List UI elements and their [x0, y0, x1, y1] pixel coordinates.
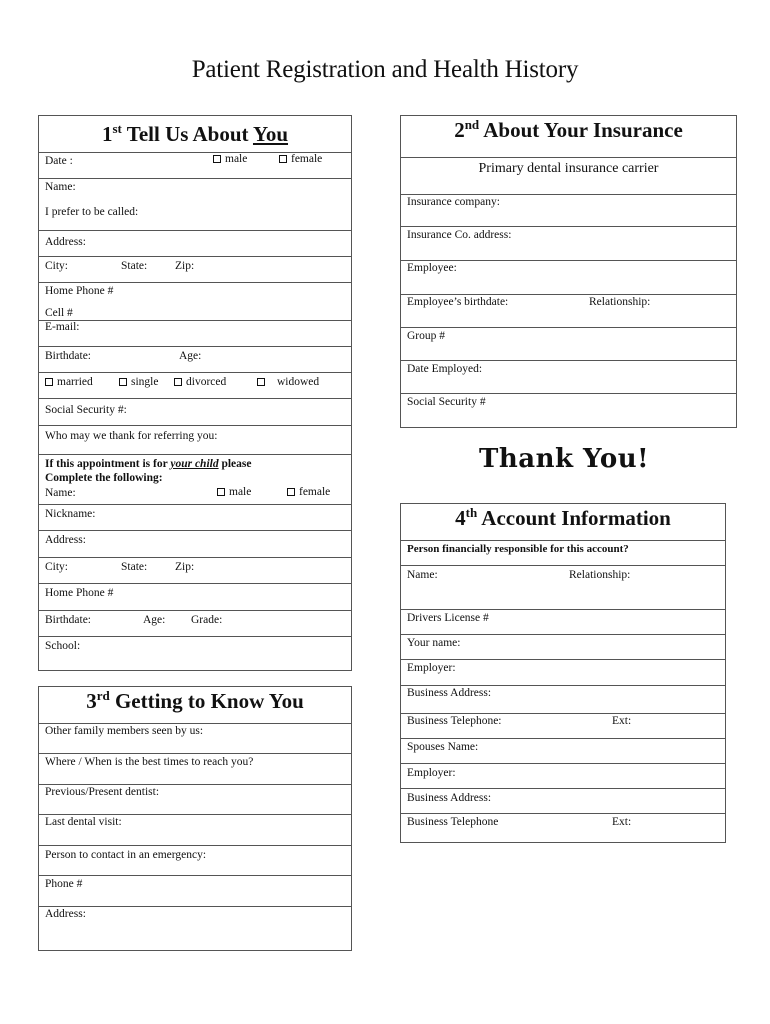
- married-label: married: [57, 376, 93, 388]
- spouse-business-telephone-row: [401, 814, 725, 839]
- child-state-field[interactable]: State:: [121, 561, 148, 573]
- section-1-title: Tell Us About: [121, 122, 253, 146]
- section-4-ordinal: th: [465, 505, 478, 520]
- spouse-employer-row: [401, 764, 725, 789]
- emergency-contact-field[interactable]: Person to contact in an emergency:: [45, 849, 207, 861]
- spouse-name-field[interactable]: Spouses Name:: [407, 741, 479, 753]
- child-info-row: [39, 455, 351, 505]
- section-3-heading: [39, 687, 351, 724]
- single-checkbox[interactable]: [119, 378, 127, 386]
- city-field[interactable]: City:: [45, 260, 69, 272]
- page-title: Patient Registration and Health History: [191, 56, 579, 83]
- group-field[interactable]: Group #: [407, 330, 446, 342]
- license-row: [401, 610, 725, 635]
- male-option[interactable]: [213, 153, 247, 165]
- preferred-name-field[interactable]: I prefer to be called:: [45, 206, 139, 218]
- child-female-label: female: [299, 486, 331, 498]
- section-insurance: [400, 115, 737, 428]
- spouse-business-address-row: [401, 789, 725, 814]
- school-row: [39, 637, 351, 663]
- section-2-ordinal: nd: [464, 117, 480, 132]
- family-members-field[interactable]: Other family members seen by us:: [45, 725, 204, 737]
- account-relationship-field[interactable]: Relationship:: [569, 569, 631, 581]
- marital-status-row: [39, 373, 351, 399]
- spouse-row: [401, 739, 725, 764]
- state-field[interactable]: State:: [121, 260, 148, 272]
- section-1-heading: [39, 116, 351, 153]
- insurance-ssn-field[interactable]: Social Security #: [407, 396, 486, 408]
- last-visit-field[interactable]: Last dental visit:: [45, 816, 122, 828]
- responsible-party-row: [401, 541, 725, 566]
- child-age-field[interactable]: Age:: [143, 614, 166, 626]
- divorced-checkbox[interactable]: [174, 378, 182, 386]
- birthdate-age-row: [39, 347, 351, 373]
- female-option[interactable]: [279, 153, 322, 165]
- widowed-checkbox[interactable]: [257, 378, 265, 386]
- section-1-ordinal: st: [112, 121, 122, 136]
- married-option[interactable]: [45, 376, 93, 388]
- section-about-you: [38, 115, 352, 671]
- child-female-option[interactable]: [287, 486, 330, 498]
- single-option[interactable]: [119, 376, 158, 388]
- referral-row: [39, 426, 351, 455]
- section-3-ordinal: rd: [96, 688, 110, 703]
- spouse-business-telephone-field[interactable]: Business Telephone: [407, 816, 499, 828]
- date-employed-field[interactable]: Date Employed:: [407, 363, 483, 375]
- male-checkbox[interactable]: [213, 155, 221, 163]
- child-name-field[interactable]: Name:: [45, 487, 76, 499]
- phone-field[interactable]: Phone #: [45, 878, 83, 890]
- insurance-company-row: [401, 195, 736, 227]
- account-name-row: [401, 566, 725, 610]
- child-city-state-zip-row: [39, 558, 351, 584]
- phone-row: [39, 876, 351, 907]
- employer-row: [401, 660, 725, 686]
- date-employed-row: [401, 361, 736, 394]
- male-label: male: [225, 153, 248, 165]
- section-account-information: [400, 503, 726, 843]
- city-state-zip-row: [39, 257, 351, 283]
- birthdate-field[interactable]: Birthdate:: [45, 350, 91, 362]
- child-male-checkbox[interactable]: [217, 488, 225, 496]
- last-visit-row: [39, 815, 351, 846]
- email-field[interactable]: E-mail:: [45, 321, 80, 333]
- your-name-field[interactable]: Your name:: [407, 637, 461, 649]
- section-2-heading: [401, 116, 736, 158]
- child-birthdate-row: [39, 611, 351, 637]
- divorced-option[interactable]: [174, 376, 226, 388]
- contact-address-row: [39, 907, 351, 951]
- section-3-title: Getting to Know You: [109, 689, 304, 713]
- carrier-label: Primary dental insurance carrier: [478, 161, 659, 176]
- insurance-address-row: [401, 227, 736, 261]
- employee-row: [401, 261, 736, 295]
- female-label: female: [291, 153, 323, 165]
- carrier-row: [401, 158, 736, 195]
- child-home-phone-row: [39, 584, 351, 611]
- child-city-field[interactable]: City:: [45, 561, 69, 573]
- home-phone-field[interactable]: Home Phone #: [45, 285, 114, 297]
- age-field[interactable]: Age:: [179, 350, 202, 362]
- child-instructions-text: If this appointment is for: [45, 458, 171, 470]
- section-2-title: About Your Insurance: [479, 118, 683, 142]
- previous-dentist-field[interactable]: Previous/Present dentist:: [45, 786, 160, 798]
- ssn-field[interactable]: Social Security #:: [45, 404, 127, 416]
- spouse-employer-field[interactable]: Employer:: [407, 767, 456, 779]
- section-3-number: 3: [86, 689, 97, 713]
- best-times-row: [39, 754, 351, 785]
- date-field[interactable]: Date :: [45, 155, 73, 167]
- insurance-ssn-row: [401, 394, 736, 427]
- date-gender-row: [39, 153, 351, 179]
- best-times-field[interactable]: Where / When is the best times to reach you?: [45, 756, 254, 768]
- account-name-field[interactable]: Name:: [407, 569, 438, 581]
- section-2-number: 2: [454, 118, 465, 142]
- zip-field[interactable]: Zip:: [175, 260, 195, 272]
- employee-field[interactable]: Employee:: [407, 262, 457, 274]
- child-instructions-emphasis: your child: [170, 458, 219, 470]
- child-female-checkbox[interactable]: [287, 488, 295, 496]
- name-field[interactable]: Name:: [45, 181, 76, 193]
- business-address-field[interactable]: Business Address:: [407, 687, 492, 699]
- insurance-address-field[interactable]: Insurance Co. address:: [407, 229, 512, 241]
- employer-field[interactable]: Employer:: [407, 662, 456, 674]
- responsible-party-label: Person financially responsible for this account?: [407, 543, 629, 555]
- child-instructions-text-end: please: [218, 458, 252, 470]
- business-address-row: [401, 686, 725, 714]
- child-instructions-line2: Complete the following:: [45, 472, 163, 484]
- employee-birthdate-row: [401, 295, 736, 328]
- email-row: [39, 321, 351, 347]
- group-row: [401, 328, 736, 361]
- business-telephone-row: [401, 714, 725, 739]
- child-male-label: male: [229, 486, 252, 498]
- section-4-title: Account Information: [477, 506, 671, 530]
- married-checkbox[interactable]: [45, 378, 53, 386]
- child-zip-field[interactable]: Zip:: [175, 561, 195, 573]
- dentist-row: [39, 785, 351, 815]
- contact-address-field[interactable]: Address:: [45, 908, 86, 920]
- section-1-title-underlined: You: [252, 122, 289, 146]
- address-field[interactable]: Address:: [45, 236, 86, 248]
- phone-row: [39, 283, 351, 321]
- family-members-row: [39, 724, 351, 754]
- spouse-ext-field[interactable]: Ext:: [612, 816, 632, 828]
- child-male-option[interactable]: [217, 486, 251, 498]
- address-row: [39, 231, 351, 257]
- emergency-contact-row: [39, 846, 351, 876]
- employee-birthdate-field[interactable]: Employee’s birthdate:: [407, 296, 509, 308]
- nickname-row: [39, 505, 351, 531]
- widowed-label: widowed: [277, 376, 320, 388]
- ssn-row: [39, 399, 351, 426]
- nickname-field[interactable]: Nickname:: [45, 508, 96, 520]
- business-ext-field[interactable]: Ext:: [612, 715, 632, 727]
- thank-you-text: Thank You!: [478, 444, 650, 474]
- spouse-business-address-field[interactable]: Business Address:: [407, 792, 492, 804]
- relationship-field[interactable]: Relationship:: [589, 296, 651, 308]
- section-4-heading: [401, 504, 725, 541]
- referral-field[interactable]: Who may we thank for referring you:: [45, 430, 218, 442]
- drivers-license-field[interactable]: Drivers License #: [407, 612, 489, 624]
- child-grade-field[interactable]: Grade:: [191, 614, 223, 626]
- child-address-row: [39, 531, 351, 558]
- child-home-phone-field[interactable]: Home Phone #: [45, 587, 114, 599]
- business-telephone-field[interactable]: Business Telephone:: [407, 715, 502, 727]
- cell-field[interactable]: Cell #: [45, 307, 73, 319]
- single-label: single: [131, 376, 159, 388]
- widowed-option[interactable]: [257, 376, 319, 388]
- section-4-number: 4: [455, 506, 466, 530]
- section-1-number: 1: [101, 122, 113, 146]
- female-checkbox[interactable]: [279, 155, 287, 163]
- your-name-row: [401, 635, 725, 660]
- school-field[interactable]: School:: [45, 640, 81, 652]
- section-getting-to-know-you: [38, 686, 352, 951]
- child-address-field[interactable]: Address:: [45, 534, 86, 546]
- divorced-label: divorced: [186, 376, 227, 388]
- child-instructions: [45, 458, 252, 470]
- child-birthdate-field[interactable]: Birthdate:: [45, 614, 91, 626]
- insurance-company-field[interactable]: Insurance company:: [407, 196, 500, 208]
- name-prefer-row: [39, 179, 351, 231]
